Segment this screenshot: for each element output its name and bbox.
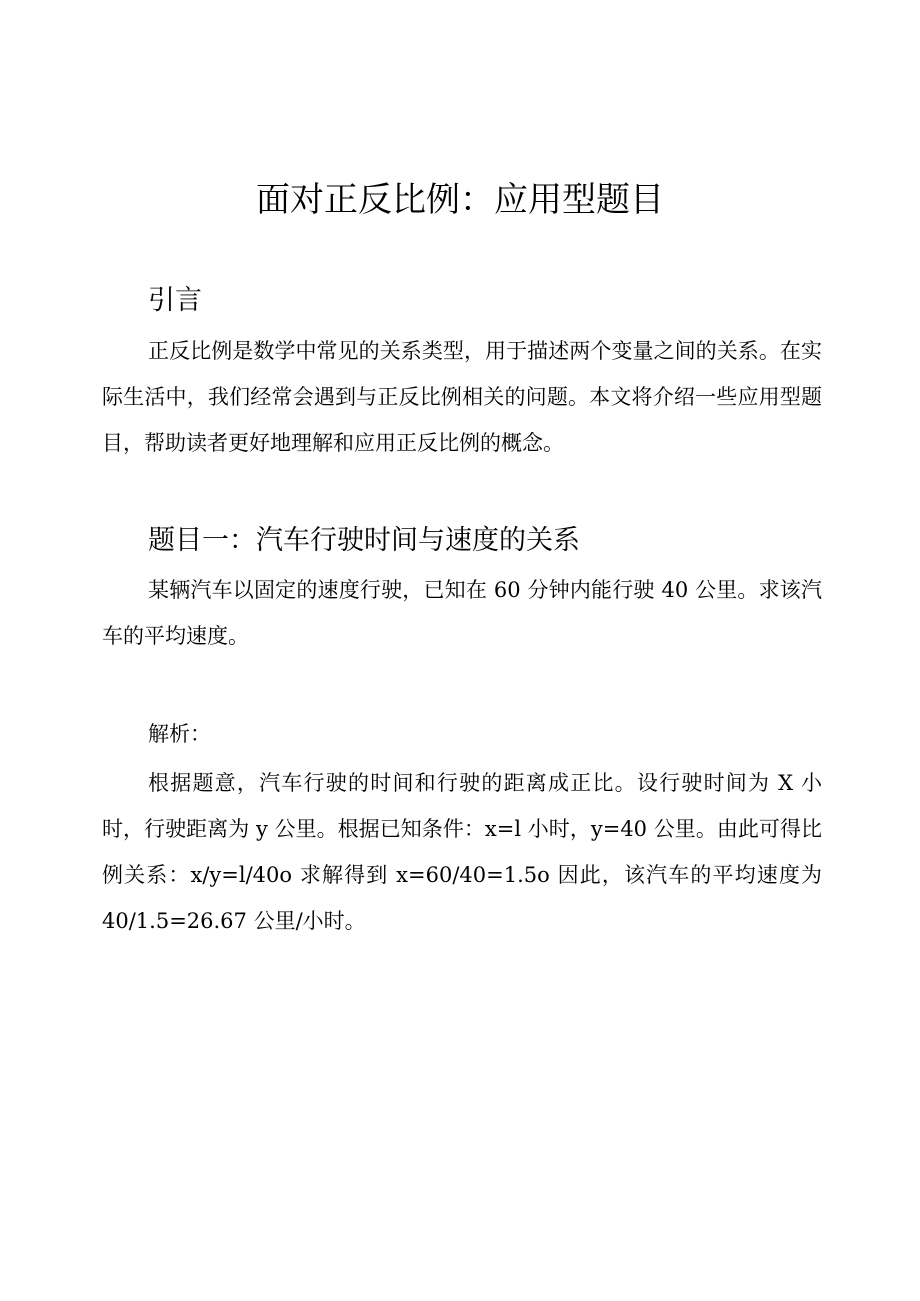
intro-paragraph: 正反比例是数学中常见的关系类型，用于描述两个变量之间的关系。在实际生活中，我们经常会遇到与正反比例相关的问题。本文将介绍一些应用型题目，帮助读者更好地理解和应用正反比例的概念。: [102, 339, 822, 455]
page-title: 面对正反比例：应用型题目: [256, 180, 664, 220]
analysis-paragraph: 根据题意，汽车行驶的时间和行驶的距离成正比。设行驶时间为 X 小时，行驶距离为 y 公里。根据已知条件：x=l 小时，y=40 公里。由此可得比例关系：x/y=l/40o 求解得到 x=60/40=1.5o 因此，该汽车的平均速度为 40/1.5=26.67 公里/小时。: [102, 771, 822, 933]
intro-heading: 引言: [148, 285, 202, 316]
problem1-question: 某辆汽车以固定的速度行驶，已知在 60 分钟内能行驶 40 公里。求该汽车的平均速度。: [102, 578, 822, 648]
problem1-heading: 题目一：汽车行驶时间与速度的关系: [148, 525, 580, 556]
analysis-label: 解析：: [148, 722, 211, 746]
